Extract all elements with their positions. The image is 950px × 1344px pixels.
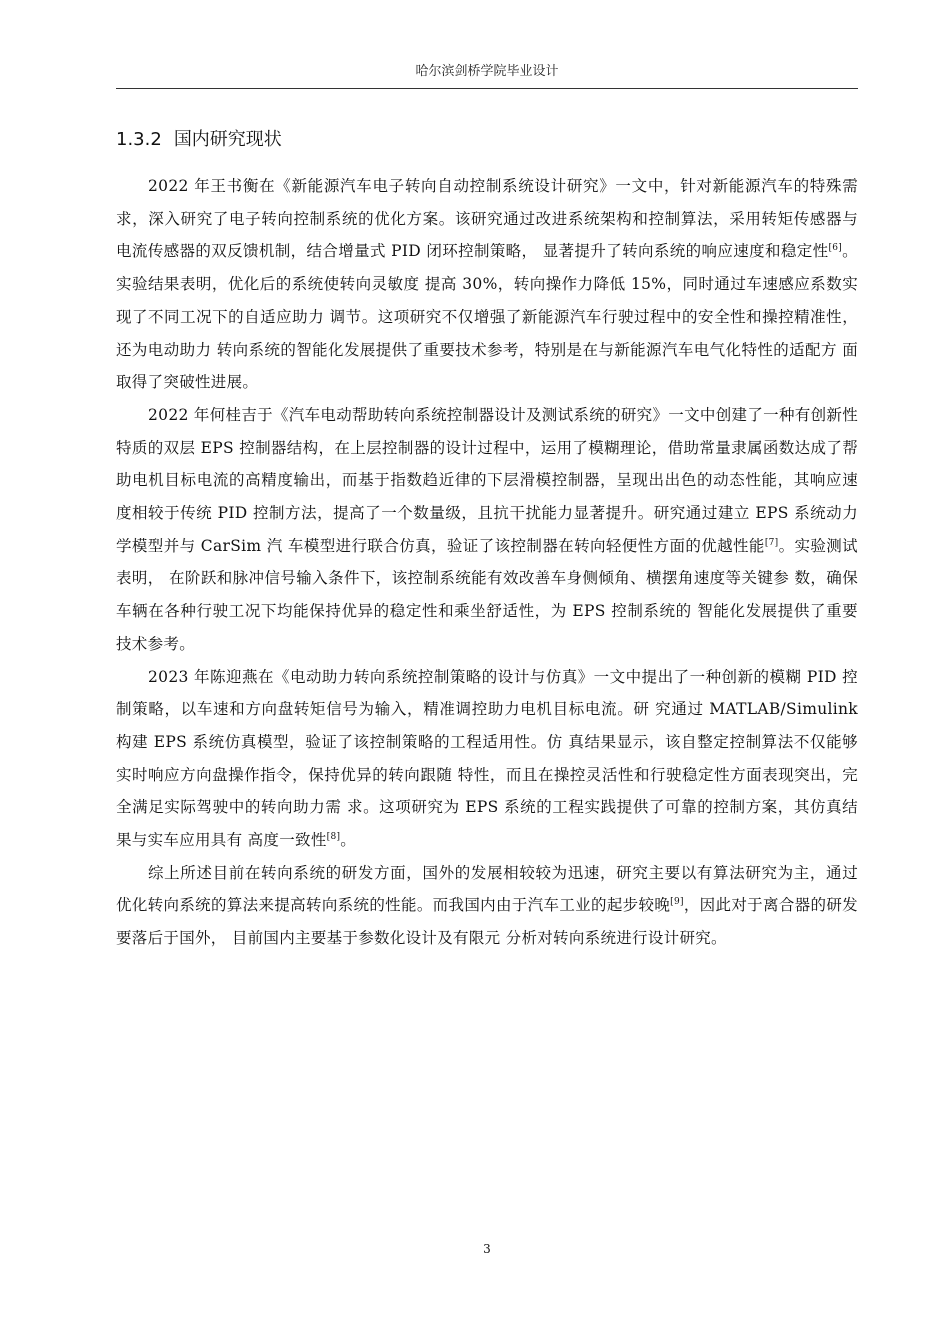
paragraph-text: 2022 年王书衡在《新能源汽车电子转向自动控制系统设计研究》一文中，针对新能源汽车的特殊需求，深入研究了电子转向控制系统的优化方案。该研究通过改进系统架构和控制算法，采用转矩传感器与电流传感器的双反馈机制，结合增量式 PID 闭环控制策略， 显著提升了转向系统的响应速度和稳定性 (116, 177, 858, 261)
paragraph-text: 。实验结果表明，优化后的系统使转向灵敏度 提高 30%，转向操作力降低 15%，同时通过车速感应系数实现了不同工况下的自适应助力 调节。这项研究不仅增强了新能源汽车行驶过程中的安全性和操控精准性，还为电动助力 转向系统的智能化发展提供了重要技术参考，特别是在与新能源汽车电气化特性的适配方 面取得了突破性进展。 (116, 242, 858, 392)
paragraph-text: 2023 年陈迎燕在《电动助力转向系统控制策略的设计与仿真》一文中提出了一种创新的模糊 PID 控制策略，以车速和方向盘转矩信号为输入，精准调控助力电机目标电流。研 究通过 MATLAB/Simulink 构建 EPS 系统仿真模型，验证了该控制策略的工程适用性。仿 真结果显示，该自整定控制算法不仅能够实时响应方向盘操作指令，保持优异的转向跟随 特性，而且在操控灵活性和行驶稳定性方面表现突出，完全满足实际驾驶中的转向助力需 求。这项研究为 EPS 系统的工程实践提供了可靠的控制方案，其仿真结果与实车应用具有 高度一致性 (116, 667, 858, 850)
paragraph-chen-yingyan (116, 661, 858, 857)
section-heading (116, 126, 282, 154)
paragraph-text: 。实验测试表明， 在阶跃和脉冲信号输入条件下，该控制系统能有效改善车身侧倾角、横摆角速度等关键参 数，确保车辆在各种行驶工况下均能保持优异的稳定性和乘坐舒适性，为 EPS 控制系统的 智能化发展提供了重要技术参考。 (116, 536, 858, 653)
paragraph-summary (116, 857, 858, 955)
citation-ref: [6] (828, 243, 843, 254)
page-header: 哈尔滨剑桥学院毕业设计 (415, 64, 559, 79)
section-title: 国内研究现状 (173, 129, 282, 150)
page-number: 3 (483, 1242, 491, 1256)
citation-ref: [7] (764, 537, 779, 548)
paragraph-wang-shuheng (116, 170, 858, 399)
section-number: 1.3.2 (116, 129, 162, 150)
paragraph-text: 综上所述目前在转向系统的研发方面，国外的发展相较较为迅速，研究主要以有算法研究为主，通过优化转向系统的算法来提高转向系统的性能。而我国内由于汽车工业的起步较晚 (116, 863, 858, 915)
header-divider (116, 88, 858, 89)
citation-ref: [9] (670, 897, 684, 908)
paragraph-text: 2022 年何桂吉于《汽车电动帮助转向系统控制器设计及测试系统的研究》一文中创建了一种有创新性特质的双层 EPS 控制器结构，在上层控制器的设计过程中，运用了模糊理论，借助常量隶属函数达成了帮助电机目标电流的高精度输出，而基于指数趋近律的下层滑模控制器，呈现出出色的动态性能，其响应速度相较于传统 PID 控制方法，提高了一个数量级，且抗干扰能力显著提升。研究通过建立 EPS 系统动力学模型并与 CarSim 汽 车模型进行联合仿真，验证了该控制器在转向轻便性方面的优越性能 (116, 405, 858, 555)
paragraph-text: ，因此对于离合器的研发要落后于国外， 目前国内主要基于参数化设计及有限元 分析对转向系统进行设计研究。 (116, 896, 858, 948)
body-text (116, 170, 858, 955)
paragraph-he-guiji (116, 399, 858, 661)
citation-ref: [8] (326, 832, 341, 843)
paragraph-text: 。 (340, 831, 357, 850)
